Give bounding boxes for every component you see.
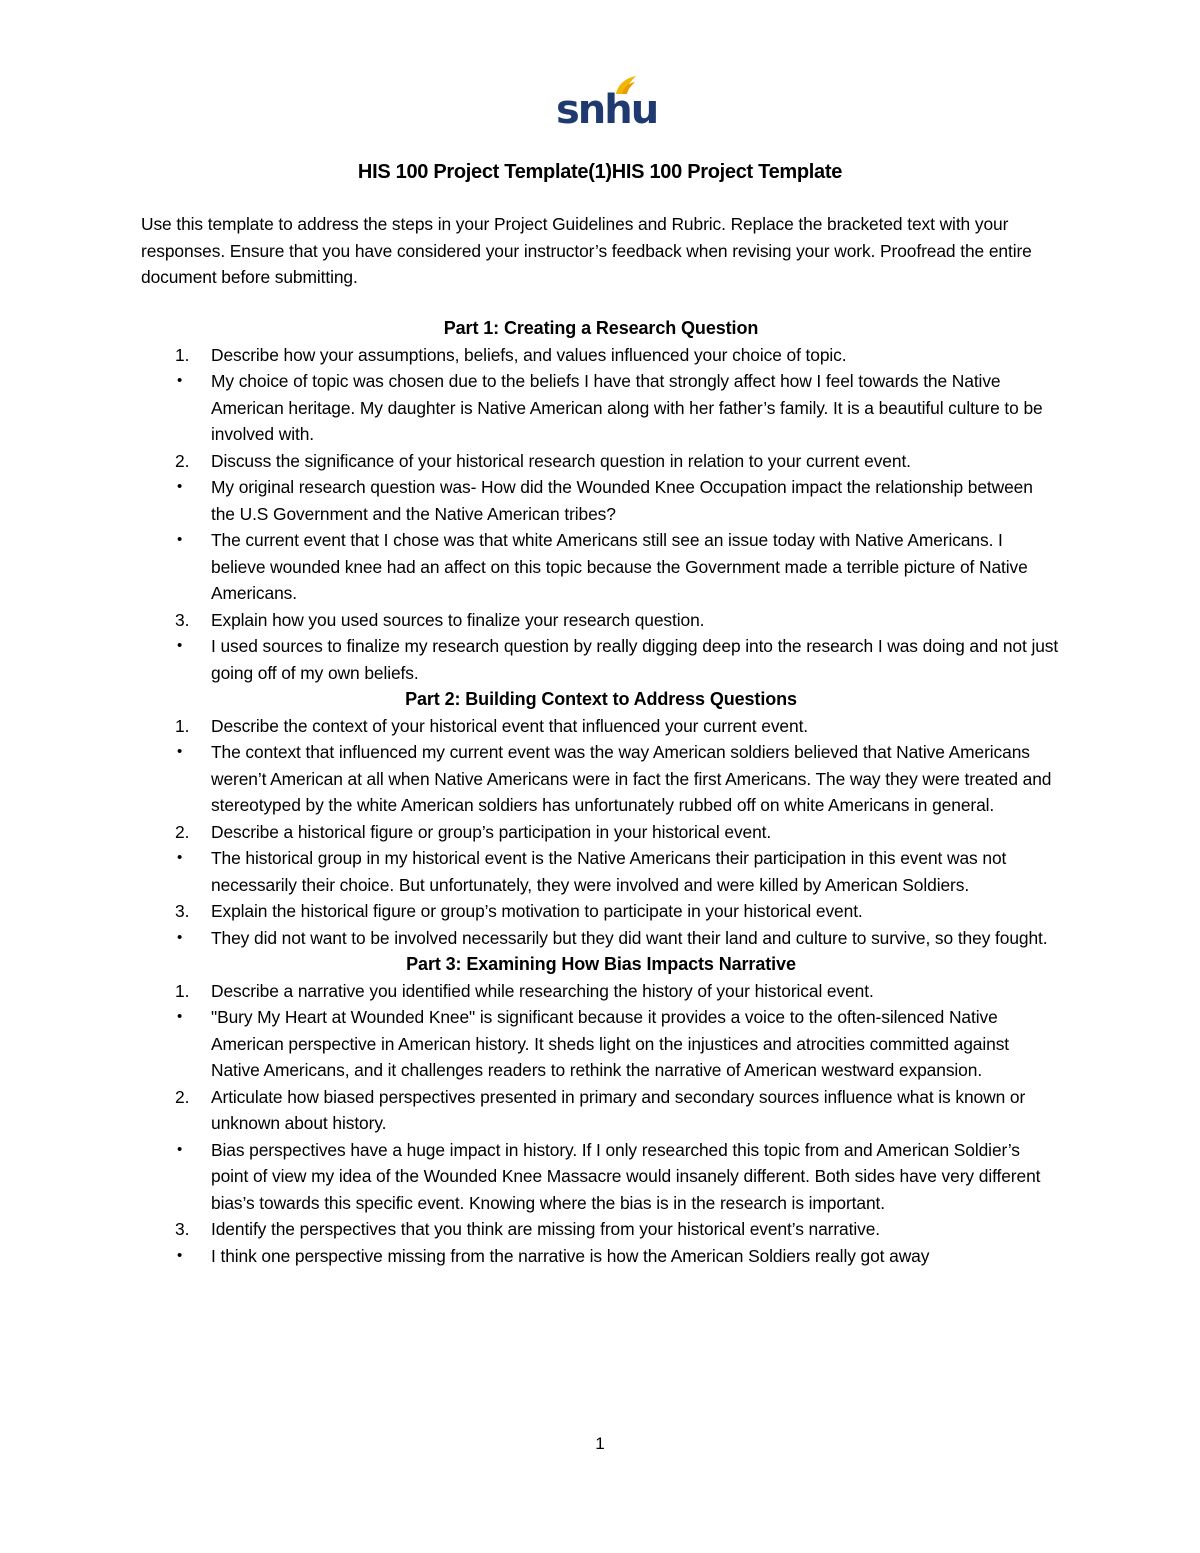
item-text: Discuss the significance of your historical research question in relation to your current event. [211,450,911,471]
list-number: 2. [175,1086,190,1107]
answer-bullet [141,368,1061,448]
item-text: Bias perspectives have a huge impact in history. If I only researched this topic from and American Soldier’s point of view my idea of the Wounded Knee Massacre would insanely different. Both sides have very different bias’s towards this specific event. Knowing where the bias is in the research is important. [211,1139,1041,1213]
answer-bullet [141,527,1061,607]
item-text: Describe how your assumptions, beliefs, and values influenced your choice of topic. [211,344,847,365]
item-text: The historical group in my historical event is the Native Americans their participation in this event was not necessarily their choice. But unfortunately, they were involved and were killed by American Soldiers. [211,848,1007,895]
item-text: The context that influenced my current event was the way American soldiers believed that Native Americans weren’t American at all when Native Americans were in fact the first Americans. The way they were treated and stereotyped by the white American soldiers has unfortunately rubbed off on white Americans in general. [211,742,1052,815]
intro-paragraph: Use this template to address the steps in your Project Guidelines and Rubric. Replace the bracketed text with your responses. Ensure that you have considered your instructor’s feedback when revising your work. Proofread the entire document before submitting. [141,214,1032,287]
page-number: 1 [595,1434,605,1453]
answer-bullet [141,474,1061,527]
item-text: They did not want to be involved necessarily but they did want their land and culture to survive, so they fought. [211,927,1048,948]
bullet-marker: • [177,531,183,548]
bullet-marker: • [177,1246,183,1264]
section-heading: Part 2: Building Context to Address Questions [405,689,797,709]
item-text: My choice of topic was chosen due to the beliefs I have that strongly affect how I feel towards the Native American heritage. My daughter is Native American along with her father’s family. It is a beautiful culture to be involved with. [211,371,1043,444]
item-text: I think one perspective missing from the narrative is how the American Soldiers really got away [211,1245,930,1266]
item-text: Describe a historical figure or group’s participation in your historical event. [211,821,772,842]
question-item [141,448,1061,475]
section-heading: Part 3: Examining How Bias Impacts Narrative [406,954,796,974]
answer-bullet [141,925,1061,952]
list-number: 3. [175,1219,190,1239]
item-text: I used sources to finalize my research question by really digging deep into the research I was doing and not just going off of my own beliefs. [211,636,1059,683]
item-text: My original research question was- How did the Wounded Knee Occupation impact the relationship between the U.S Government and the Native American tribes? [211,477,1033,524]
question-item [141,898,1061,925]
document-body [141,315,1061,1269]
question-item [141,819,1061,846]
bullet-marker: • [177,372,183,389]
list-number: 3. [175,901,190,921]
bullet-marker: • [177,849,183,866]
item-text: The current event that I chose was that white Americans still see an issue today with Native Americans. I believe wounded knee had an affect on this topic because the Government made a terrible picture of Native Americans. [211,530,1028,603]
question-item [141,978,1061,1005]
question-item [141,1216,1061,1243]
bullet-marker: • [177,928,183,946]
list-number: 2. [175,450,190,471]
snhu-logo [556,74,658,133]
section-heading: Part 1: Creating a Research Question [443,318,759,338]
bullet-marker: • [177,1140,183,1158]
bullet-marker: • [177,637,183,654]
list-number: 2. [175,821,190,842]
logo-wordmark: snhu [556,87,658,133]
item-text: Describe a narrative you identified while researching the history of your historical event. [211,980,874,1001]
question-item [141,713,1061,740]
list-number: 1. [175,344,190,365]
bullet-marker: • [177,1008,183,1025]
list-number: 1. [175,980,190,1001]
answer-bullet [141,1243,1061,1270]
answer-bullet [141,845,1061,898]
item-text: Identify the perspectives that you think are missing from your historical event’s narrative. [211,1219,881,1239]
item-text: "Bury My Heart at Wounded Knee" is significant because it provides a voice to the often-silenced Native American perspective in American history. It sheds light on the injustices and atrocities committed against Native Americans, and it challenges readers to rethink the narrative of American westward expansion. [211,1007,1010,1080]
question-item [141,1084,1061,1137]
bullet-marker: • [177,478,183,495]
bullet-marker: • [177,743,183,760]
answer-bullet [141,739,1061,819]
item-text: Describe the context of your historical event that influenced your current event. [211,715,809,736]
list-number: 3. [175,609,190,630]
answer-bullet [141,1004,1061,1084]
item-text: Articulate how biased perspectives presented in primary and secondary sources influence what is known or unknown about history. [211,1086,1026,1133]
item-text: Explain the historical figure or group’s motivation to participate in your historical event. [211,901,863,921]
answer-bullet [141,633,1061,686]
list-number: 1. [175,715,190,736]
question-item [141,342,1061,369]
answer-bullet [141,1137,1061,1217]
document-title: HIS 100 Project Template(1)HIS 100 Project Template [357,161,843,183]
item-text: Explain how you used sources to finalize your research question. [211,609,705,630]
question-item [141,607,1061,634]
